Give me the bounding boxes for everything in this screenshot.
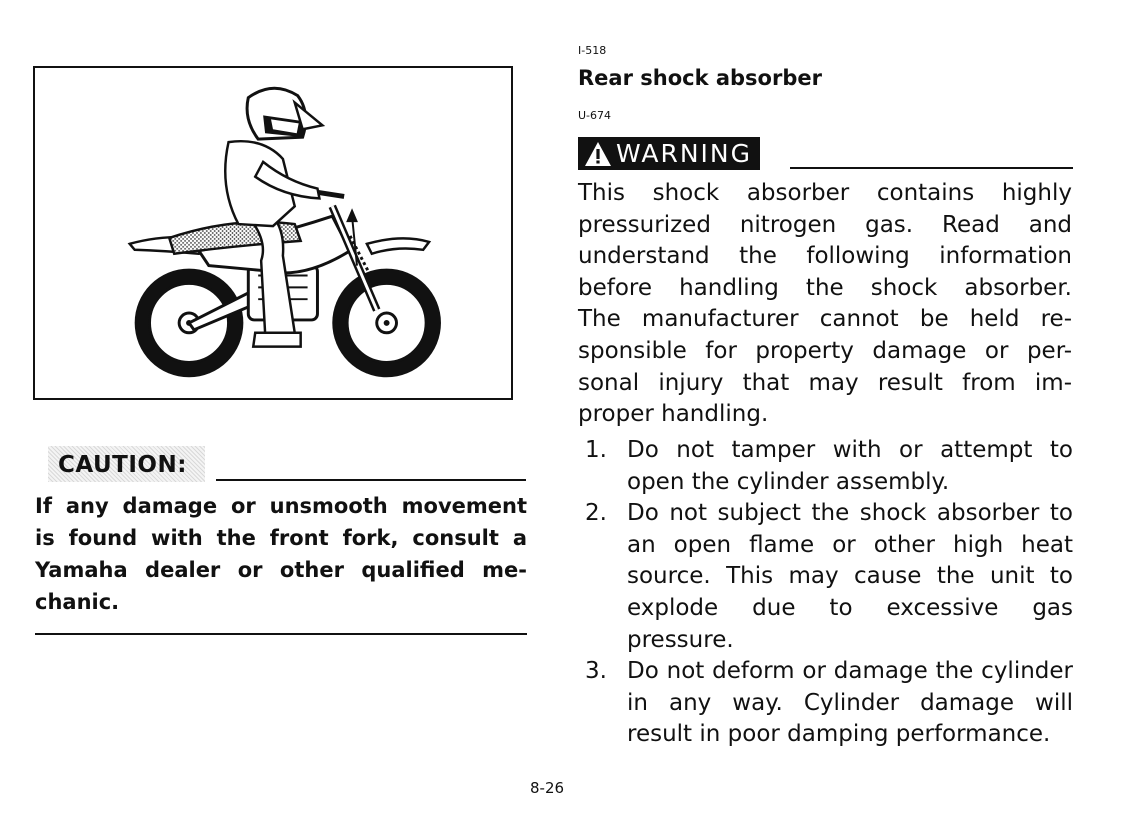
warning-text-line: pressurized nitrogen gas. Read and bbox=[578, 211, 1072, 238]
warning-text-line: sponsible for property damage or per- bbox=[578, 337, 1072, 364]
caution-text-line: If any damage or unsmooth movement bbox=[35, 494, 527, 518]
figure-box bbox=[33, 66, 513, 400]
list-item-number: 1. bbox=[585, 437, 607, 463]
list-item bbox=[585, 498, 1073, 656]
caution-heading bbox=[48, 446, 528, 486]
dirt-bike-rider-illustration bbox=[35, 68, 511, 398]
warning-rule bbox=[790, 167, 1073, 169]
warning-label: WARNING bbox=[616, 139, 752, 168]
warning-text-line: before handling the shock absorber. bbox=[578, 274, 1072, 301]
caution-bottom-rule bbox=[35, 633, 527, 635]
warning-text-line: proper handling. bbox=[578, 401, 769, 428]
caution-text bbox=[35, 490, 527, 618]
caution-text-line: is found with the front fork, consult a bbox=[35, 526, 527, 550]
list-item bbox=[585, 435, 1073, 498]
warning-text-line: This shock absorber contains highly bbox=[578, 180, 1072, 206]
list-item-number: 2. bbox=[585, 500, 607, 527]
section-title: Rear shock absorber bbox=[578, 66, 822, 90]
warning-text bbox=[578, 178, 1072, 431]
warning-badge bbox=[578, 137, 760, 170]
caution-text-line: Yamaha dealer or other qualified me- bbox=[35, 558, 527, 582]
page-number: 8-26 bbox=[530, 779, 565, 797]
caution-rule bbox=[216, 479, 526, 481]
warning-code: U-674 bbox=[578, 109, 612, 122]
list-item-number: 3. bbox=[585, 658, 607, 685]
section-code: I-518 bbox=[578, 44, 607, 57]
list-item bbox=[585, 656, 1073, 751]
caution-text-line: chanic. bbox=[35, 590, 120, 614]
warning-text-line: sonal injury that may result from im- bbox=[578, 369, 1072, 396]
list-item-text: Do not subject the shock absorber to an open flame or other high heat source. This may cause the unit to explode due to excessive gas pressure. bbox=[627, 500, 1073, 653]
list-item-text: Do not deform or damage the cylinder in any way. Cylinder damage will result in poor damping performance. bbox=[627, 658, 1073, 748]
front-wheel bbox=[332, 269, 441, 378]
warning-triangle-icon bbox=[584, 141, 612, 167]
warning-text-line: The manufacturer cannot be held re- bbox=[578, 306, 1072, 333]
list-item-text: Do not tamper with or attempt to open the cylinder assembly. bbox=[627, 437, 1073, 495]
warning-text-line: understand the following information bbox=[578, 243, 1072, 270]
caution-label: CAUTION: bbox=[48, 446, 205, 482]
warning-list bbox=[585, 435, 1073, 751]
